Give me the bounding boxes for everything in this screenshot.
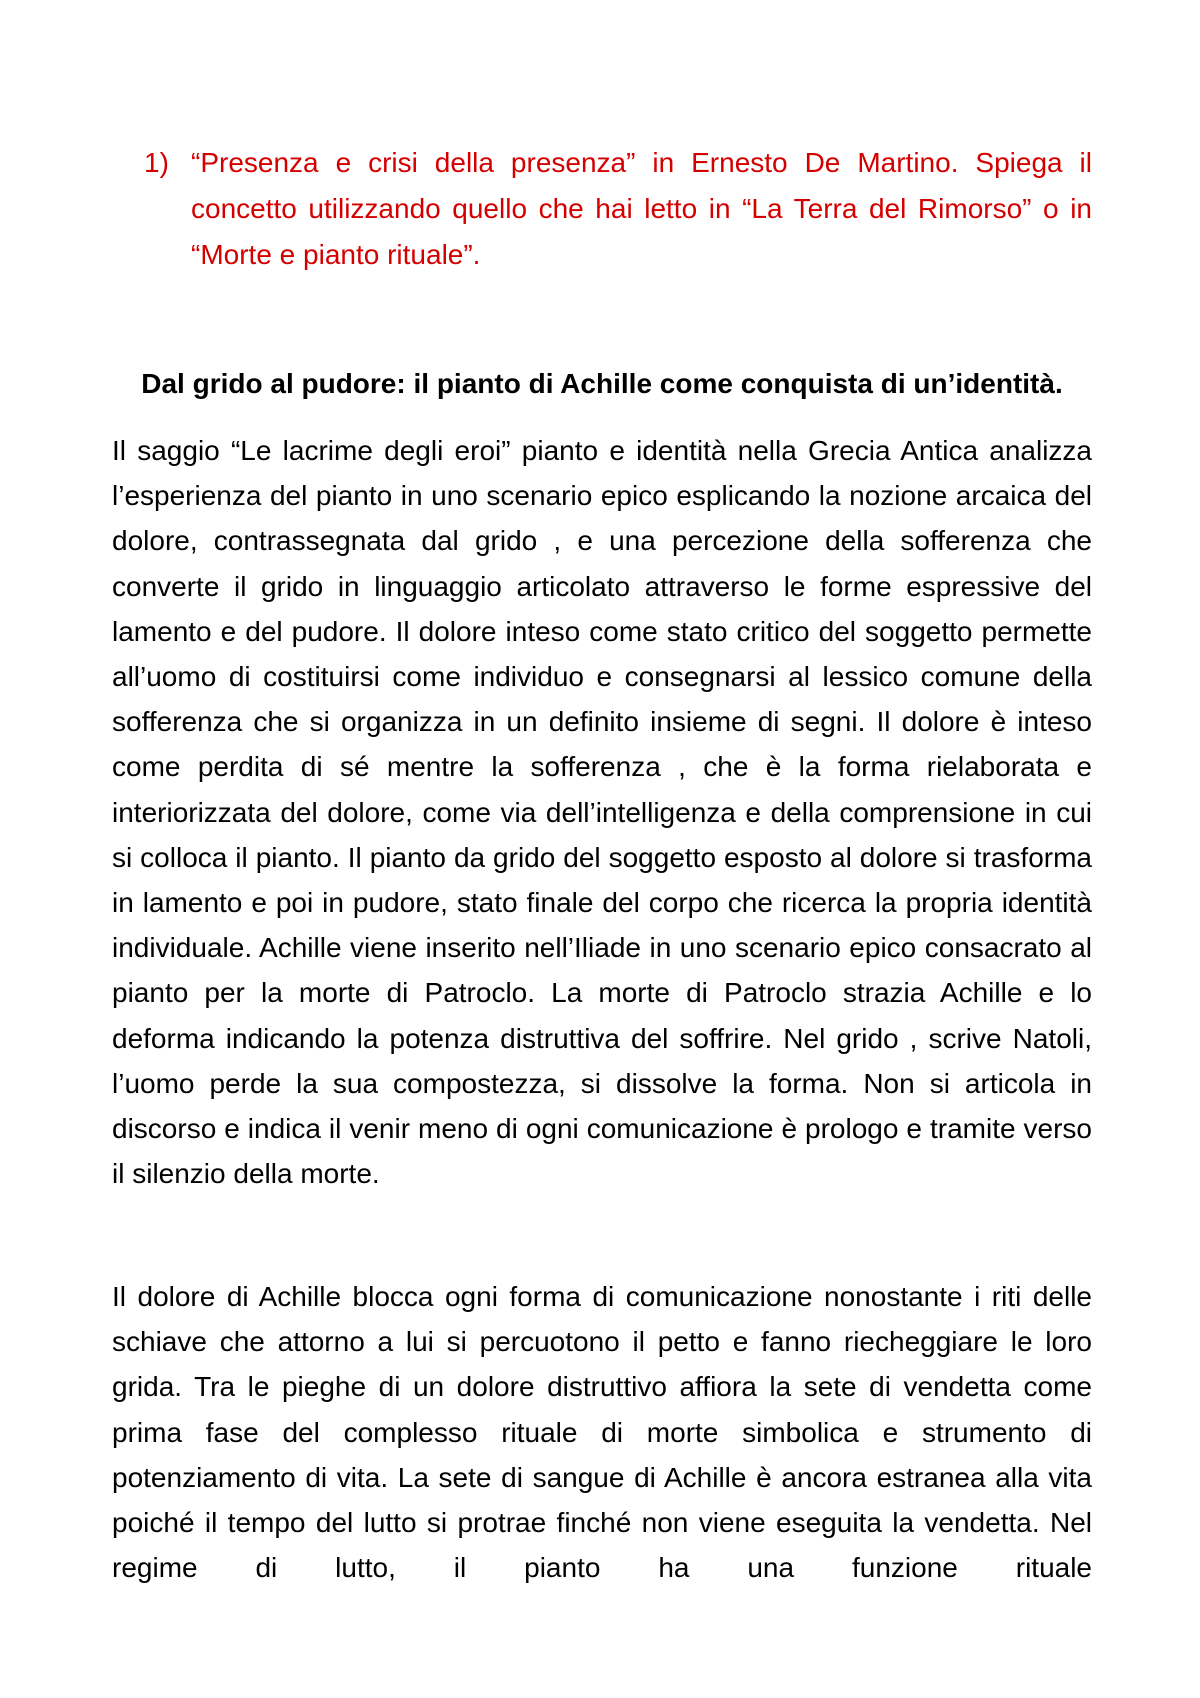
question-item xyxy=(144,140,1092,278)
essay-paragraph-1: Il saggio “Le lacrime degli eroi” pianto e identità nella Grecia Antica analizza l’esperienza del pianto in uno scenario epico esplicando la nozione arcaica del dolore, contrassegnata dal grido , e una percezione della sofferenza che converte il grido in linguaggio articolato attraverso le forme espressive del lamento e del pudore. Il dolore inteso come stato critico del soggetto permette all’uomo di costituirsi come individuo e consegnarsi al lessico comune della sofferenza che si organizza in un definito insieme di segni. Il dolore è inteso come perdita di sé mentre la sofferenza , che è la forma rielaborata e interiorizzata del dolore, come via dell’intelligenza e della comprensione in cui si colloca il pianto. Il pianto da grido del soggetto esposto al dolore si trasforma in lamento e poi in pudore, stato finale del corpo che ricerca la propria identità individuale. Achille viene inserito nell’Iliade in uno scenario epico consacrato al pianto per la morte di Patroclo. La morte di Patroclo strazia Achille e lo deforma indicando la potenza distruttiva del soffrire. Nel grido , scrive Natoli, l’uomo perde la sua compostezza, si dissolve la forma. Non si articola in discorso e indica il venir meno di ogni comunicazione è prologo e tramite verso il silenzio della morte. xyxy=(112,435,1092,1190)
question-text: “Presenza e crisi della presenza” in Ernesto De Martino. Spiega il concetto utilizzando quello che hai letto in “La Terra del Rimorso” o in “Morte e pianto rituale”. xyxy=(191,147,1092,270)
essay-title: Dal grido al pudore: il pianto di Achille come conquista di un’identità. xyxy=(141,368,1063,399)
essay-paragraph-2: Il dolore di Achille blocca ogni forma di comunicazione nonostante i riti delle schiave che attorno a lui si percuotono il petto e fanno riecheggiare le loro grida. Tra le pieghe di un dolore distruttivo affiora la sete di vendetta come prima fase del complesso rituale di morte simbolica e strumento di potenziamento di vita. La sete di sangue di Achille è ancora estranea alla vita poiché il tempo del lutto si protrae finché non viene eseguita la vendetta. Nel regime di lutto, il pianto ha una funzione rituale xyxy=(112,1281,1092,1584)
question-number: 1) xyxy=(144,147,169,178)
